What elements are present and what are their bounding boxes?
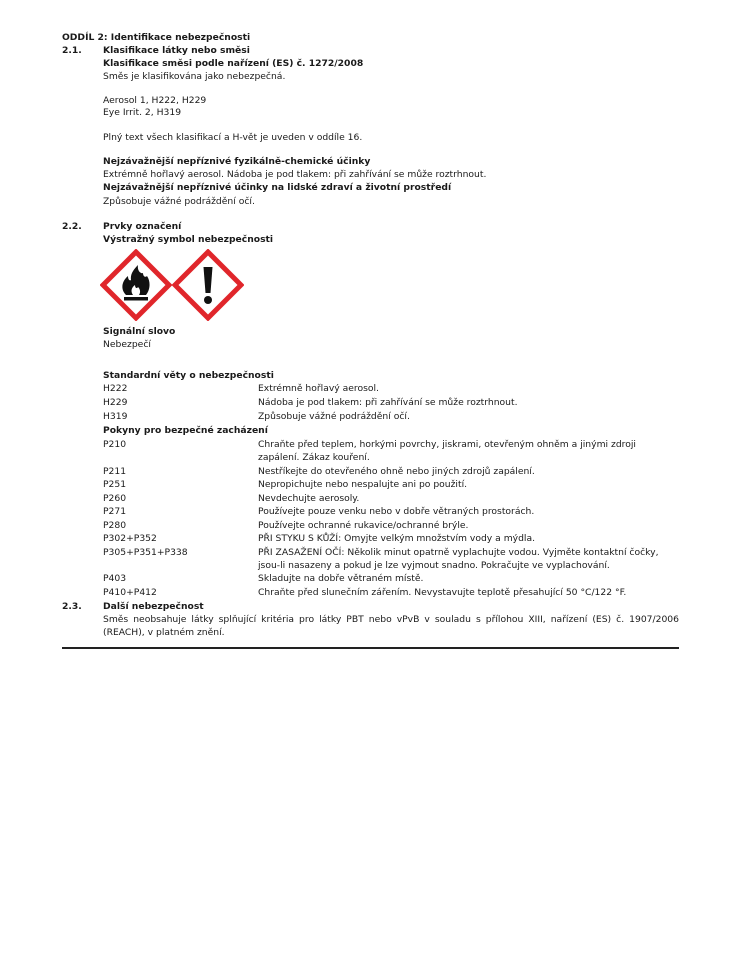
precaution-code: P305+P351+P338	[103, 547, 188, 558]
classification-line: Aerosol 1, H222, H229	[103, 95, 207, 106]
flame-pictogram-icon	[100, 249, 172, 321]
section-title: ODDÍL 2: Identifikace nebezpečnosti	[62, 32, 251, 43]
section-divider	[62, 647, 679, 649]
precaution-code: P260	[103, 493, 127, 504]
precaution-text: Nestříkejte do otevřeného ohně nebo jiných zdrojů zapálení.	[258, 466, 535, 477]
precaution-code: P302+P352	[103, 533, 157, 544]
subsection-title-2-1: Klasifikace látky nebo směsi	[103, 45, 250, 56]
phys-chem-heading: Nejzávažnější nepříznivé fyzikálně-chemické účinky	[103, 156, 371, 167]
health-env-text: Způsobuje vážné podráždění očí.	[103, 196, 255, 207]
hazard-text: Nádoba je pod tlakem: při zahřívání se může roztrhnout.	[258, 397, 518, 408]
subsection-number-2-1: 2.1.	[62, 45, 82, 56]
precaution-code: P251	[103, 479, 127, 490]
phys-chem-text: Extrémně hořlavý aerosol. Nádoba je pod tlakem: při zahřívání se může roztrhnout.	[103, 169, 487, 180]
precaution-text: PŘI STYKU S KŮŽÍ: Omyjte velkým množstvím vody a mýdla.	[258, 533, 536, 544]
health-env-heading: Nejzávažnější nepříznivé účinky na lidské zdraví a životní prostředí	[103, 182, 452, 193]
exclamation-pictogram-icon	[172, 249, 244, 321]
signal-word: Nebezpečí	[103, 339, 151, 350]
precaution-text: PŘI ZASAŽENÍ OČÍ: Několik minut opatrně vyplachujte vodou. Vyjměte kontaktní čočky, jsou-li nasazeny a pokud je lze vyjmout snadno. Pokračujte ve vyplachování.	[258, 547, 659, 571]
fulltext-note: Plný text všech klasifikací a H-vět je uveden v oddíle 16.	[103, 132, 363, 143]
hazard-text: Způsobuje vážné podráždění očí.	[258, 411, 410, 422]
hazard-text: Extrémně hořlavý aerosol.	[258, 383, 379, 394]
subsection-number-2-2: 2.2.	[62, 221, 82, 232]
hazard-code: H319	[103, 411, 128, 422]
precaution-heading: Pokyny pro bezpečné zacházení	[103, 425, 268, 436]
classification-subtitle: Klasifikace směsi podle nařízení (ES) č. 1272/2008	[103, 58, 364, 69]
precaution-code: P271	[103, 506, 127, 517]
precaution-text: Chraňte před teplem, horkými povrchy, jiskrami, otevřeným ohněm a jinými zdroji zapálení. Zákaz kouření.	[258, 439, 636, 463]
precaution-text: Nepropichujte nebo nespalujte ani po použití.	[258, 479, 468, 490]
other-hazards-text: Směs neobsahuje látky splňující kritéria pro látky PBT nebo vPvB v souladu s přílohou XIII, nařízení (ES) č. 1907/2006 (REACH), v platném znění.	[103, 614, 679, 638]
hazard-code: H229	[103, 397, 128, 408]
precaution-code: P211	[103, 466, 127, 477]
precaution-code: P210	[103, 439, 127, 450]
precaution-text: Chraňte před slunečním zářením. Nevystavujte teplotě přesahující 50 °C/122 °F.	[258, 587, 627, 598]
hazard-code: H222	[103, 383, 128, 394]
signal-word-heading: Signální slovo	[103, 326, 176, 337]
precaution-text: Nevdechujte aerosoly.	[258, 493, 360, 504]
subsection-number-2-3: 2.3.	[62, 601, 82, 612]
pictogram-heading: Výstražný symbol nebezpečnosti	[103, 234, 274, 245]
precaution-text: Používejte pouze venku nebo v dobře větraných prostorách.	[258, 506, 535, 517]
hazard-statements-heading: Standardní věty o nebezpečnosti	[103, 370, 274, 381]
subsection-title-2-2: Prvky označení	[103, 221, 182, 232]
precaution-code: P280	[103, 520, 127, 531]
subsection-title-2-3: Další nebezpečnost	[103, 601, 204, 612]
precaution-text: Skladujte na dobře větraném místě.	[258, 573, 424, 584]
classification-line: Eye Irrit. 2, H319	[103, 107, 182, 118]
precaution-code: P410+P412	[103, 587, 157, 598]
classification-statement: Směs je klasifikována jako nebezpečná.	[103, 71, 286, 82]
precaution-code: P403	[103, 573, 127, 584]
precaution-text: Používejte ochranné rukavice/ochranné brýle.	[258, 520, 469, 531]
